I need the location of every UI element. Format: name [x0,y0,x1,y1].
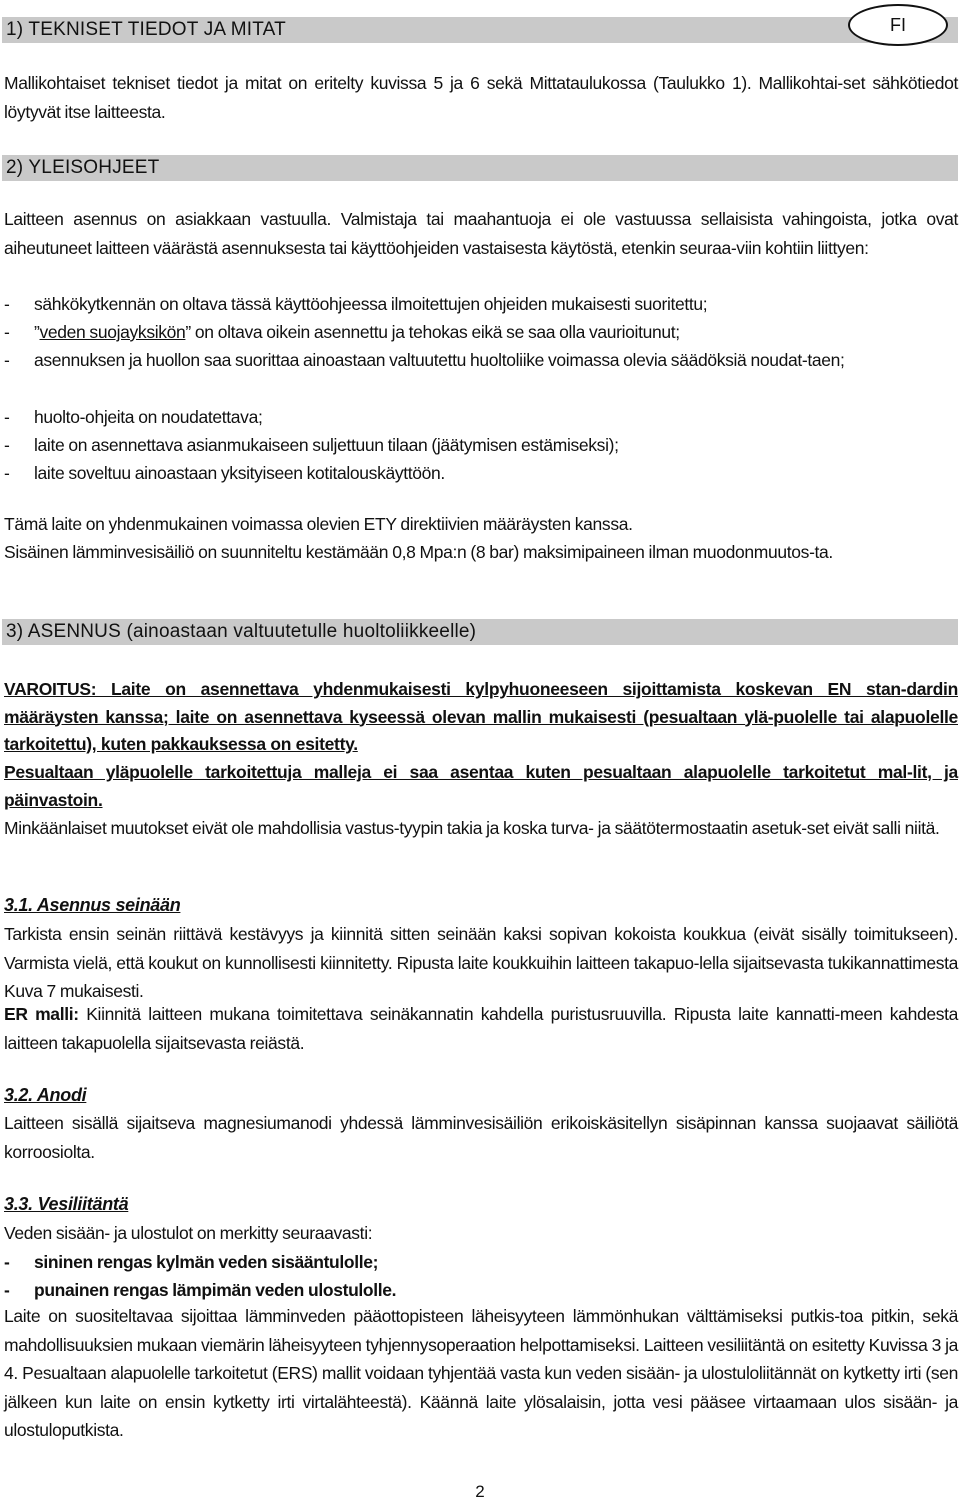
bullet-text: laite soveltuu ainoastaan yksityiseen kotitalouskäyttöön. [34,463,445,483]
er-model-text: Kiinnitä laitteen mukana toimitettava seinäkannatin kahdella puristusruuvilla. Ripusta laite kannatti-meen kahdesta laitteen takapuolella sijaitsevasta reiästä. [4,1004,959,1053]
subsection-3-1-text: Tarkista ensin seinän riittävä kestävyys ja kiinnitä sitten seinään kaksi sopivan kokoista koukkua (eivät sisälly toimitukseen). Varmista vielä, että koukut on kunnollisesti kiinnitetty. Ripusta laite koukkuihin laitteen takapuo-lella sijaitsevasta tukikannattimesta Kuva 7 mukaisesti. [4,924,958,1001]
bullet-household [4,459,958,488]
bullet-text: punainen rengas lämpimän veden ulostulolle. [34,1280,397,1300]
bullet-text: huolto-ohjeita on noudatettava; [34,407,263,427]
quote-mark: ” [34,322,40,342]
bullet-safety-unit [4,318,958,347]
bullet-text: sähkökytkennän on oltava tässä käyttöohjeessa ilmoitettujen ohjeiden mukaisesti suoritettu; [34,294,708,314]
bullet-hot-outlet [4,1276,958,1305]
page-number: 2 [475,1482,485,1501]
bullet-dash: - [4,435,10,455]
subsection-3-3-intro: Veden sisään- ja ulostulot on merkitty seuraavasti: [4,1223,373,1243]
er-model-label: ER malli: [4,1004,79,1024]
no-changes-note: Minkäänlaiset muutokset eivät ole mahdollisia vastus-tyypin takia ja koska turva- ja säätötermostaatin asetuk-set eivät salli niitä. [4,818,940,838]
bullet-dash: - [4,407,10,427]
subsection-3-3-title: 3.3. Vesiliitäntä [4,1194,129,1214]
bullet-installation [4,346,958,375]
subsection-3-1-title: 3.1. Asennus seinään [4,895,181,915]
bullet-dash: - [4,322,10,342]
section-3-heading: 3) ASENNUS (ainoastaan valtuutetulle huoltoliikkeelle) [2,619,958,645]
safety-unit-term: veden suojayksikön [39,322,186,342]
bullet-frost [4,431,958,460]
bullet-text: asennuksen ja huollon saa suorittaa ainoastaan valtuutettu huoltoliike voimassa olevia säädöksiä noudat-taen; [34,350,845,370]
bullet-dash: - [4,294,10,314]
bullet-text: laite on asennettava asianmukaiseen suljettuun tilaan (jäätymisen estämiseksi); [34,435,619,455]
bullet-electrical [4,290,958,319]
warning-text: VAROITUS: Laite on asennettava yhdenmukaisesti kylpyhuoneeseen sijoittamista koskevan EN stan-dardin määräysten kanssa; laite on asennettava kyseessä olevan mallin mukaisesti (pesualtaan ylä-puolelle tai alapuolelle tarkoitettu), kuten pakkauksessa on esitetty. [4,679,958,754]
subsection-3-2-title: 3.2. Anodi [4,1085,87,1105]
subsection-3-2-text: Laitteen sisällä sijaitseva magnesiumanodi yhdessä lämminvesisäiliön erikoiskäsitellyn sisäpinnan kanssa suojaavat säiliötä korroosiolta. [4,1113,958,1162]
section-2-intro: Laitteen asennus on asiakkaan vastuulla. Valmistaja tai maahantuoja ei ole vastuussa sellaisista vahingoista, jotka ovat aiheutuneet laitteen väärästä asennuksesta tai käyttöohjeiden vastaisesta käytöstä, etenkin seuraa-viin kohtiin liittyen: [4,209,958,258]
subsection-3-3-text: Laite on suositeltavaa sijoittaa lämminveden pääottopisteen läheisyyteen lämmönhukan välttämiseksi putkis-toa pitkin, sekä mahdollisuuksien mukaan viemärin läheisyyteen tyhjennysoperaation helpottamiseksi. Laitteen vesiliitäntä on esitetty Kuvissa 3 ja 4. Pesualtaan alapuolelle tarkoitetut (ERS) mallit voidaan tyhjentää vasta kun veden sisään- ja ulostuloliitännät on kytketty irti (sen jälkeen kun laite on ensin kytketty irti virtalähteestä). Käännä laite ylösalaisin, jotta vesi pääsee virtaamaan ulos sisään- ja ulostuloputkista. [4,1306,958,1440]
etc-compliance: Tämä laite on yhdenmukainen voimassa olevien ETY direktiivien määräysten kanssa. [4,514,633,534]
bullet-text: ” on oltava oikein asennettu ja tehokas eikä se saa olla vaurioitunut; [185,322,680,342]
section-1-text: Mallikohtaiset tekniset tiedot ja mitat on eritelty kuvissa 5 ja 6 sekä Mittataulukossa (Taulukko 1). Mallikohtai-set sähkötiedot löytyvät itse laitteesta. [4,73,958,122]
bullet-maintenance [4,403,958,432]
warning-models: Pesualtaan yläpuolelle tarkoitettuja malleja ei saa asentaa kuten pesualtaan alapuolelle tarkoitetut mal-lit, ja päinvastoin. [4,762,958,810]
bullet-dash: - [4,350,10,370]
bullet-text: sininen rengas kylmän veden sisääntulolle; [34,1252,379,1272]
language-badge: FI [848,4,948,46]
er-model-note [4,1000,958,1057]
bullet-cold-inlet [4,1248,958,1277]
bullet-dash: - [4,1280,10,1300]
bullet-dash: - [4,1252,10,1272]
section-2-heading: 2) YLEISOHJEET [2,155,958,181]
section-1-heading: 1) TEKNISET TIEDOT JA MITAT [2,17,958,43]
bullet-dash: - [4,463,10,483]
pressure-note: Sisäinen lämminvesisäiliö on suunniteltu kestämään 0,8 Mpa:n (8 bar) maksimipaineen ilman muodonmuutos-ta. [4,542,833,562]
